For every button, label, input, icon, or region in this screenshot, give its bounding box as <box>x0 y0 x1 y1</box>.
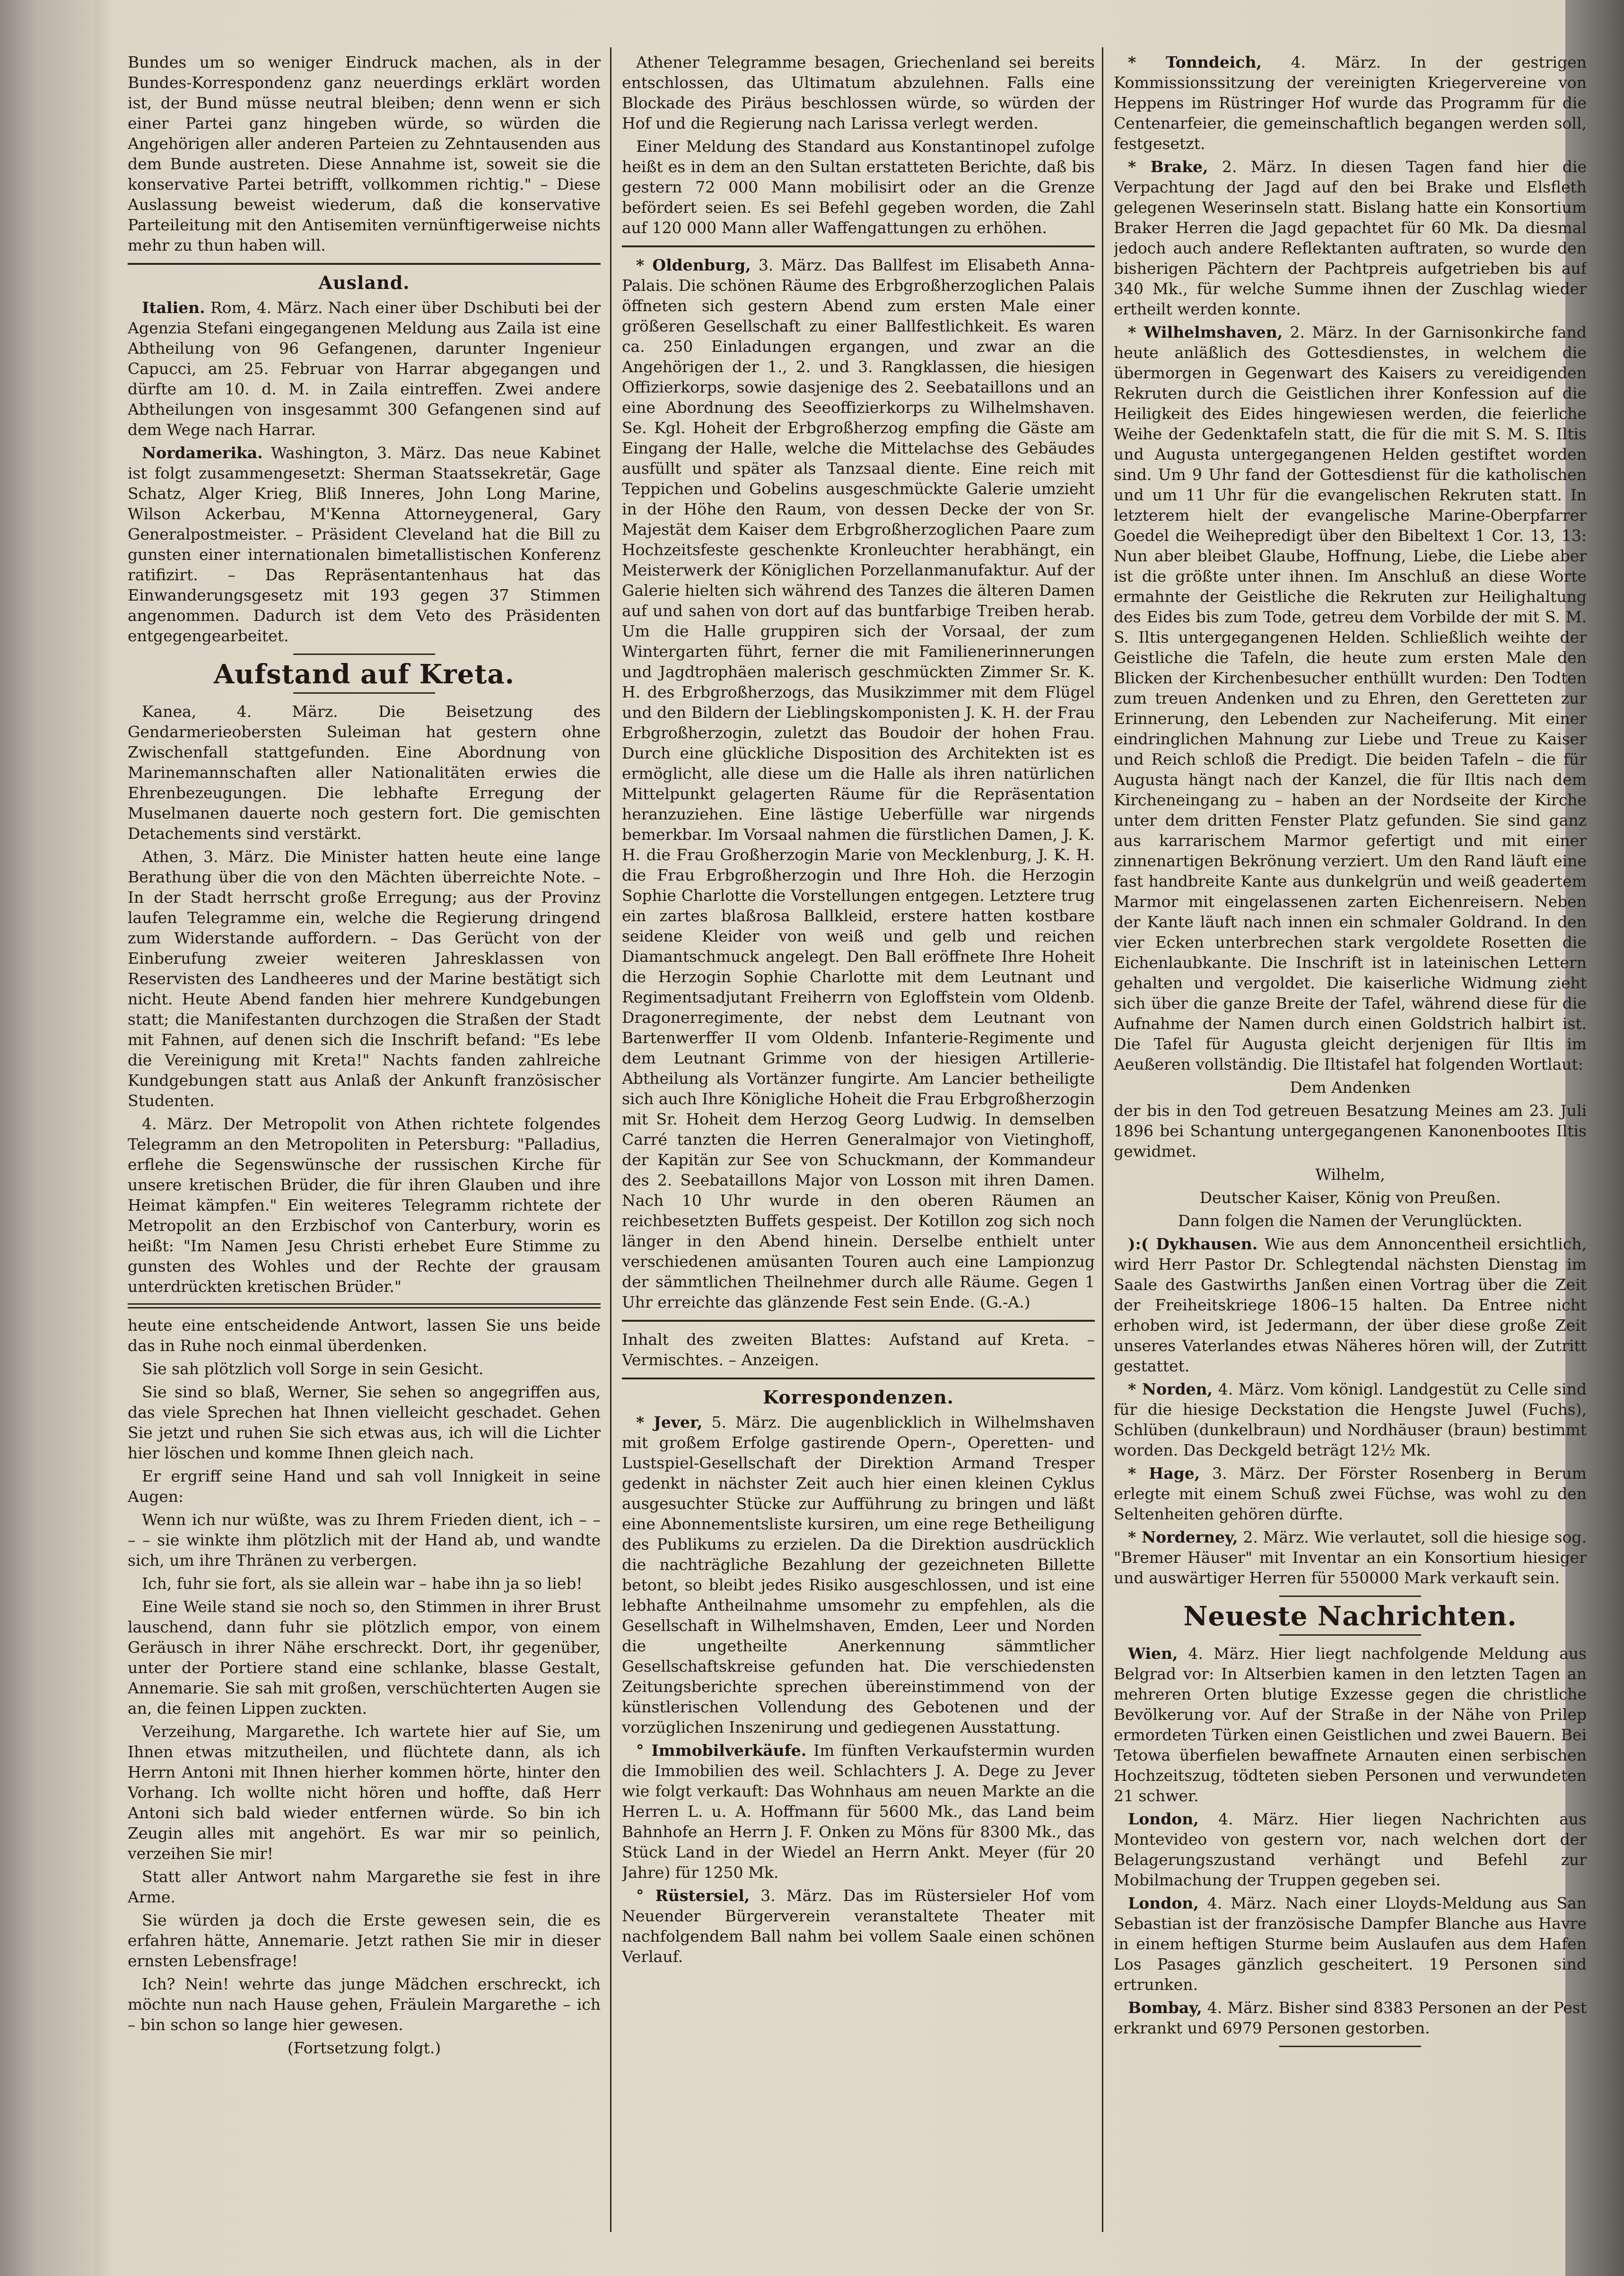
article-jever <box>622 1412 1095 1737</box>
dateline: ° Rüstersiel, <box>636 1886 750 1905</box>
article-norderney <box>1114 1527 1587 1588</box>
novel-text: Ich? Nein! wehrte das junge Mädchen erschreckt, ich möchte nun nach Hause gehen, Fräulein Margarethe – ich – bin schon so lange hier gewesen. <box>128 1975 601 2034</box>
column-rule-2 <box>1102 47 1103 2232</box>
contents-note: Inhalt des zweiten Blattes: Aufstand auf Kreta. – Vermischtes. – Anzeigen. <box>622 1330 1095 1369</box>
dateline: London, <box>1128 1894 1199 1912</box>
separator <box>293 692 435 694</box>
article-nordamerika <box>128 443 601 646</box>
article-text: 2. März. In der Garnisonkirche fand heute anläßlich des Gottesdienstes, in welchem die übermorgen in Gegenwart des Kaisers zu vereidigenden Rekruten durch die Geistlichen ihrer Konfession auf die Heiligkeit des Eides hingewiesen werden, die feierliche Weihe der Gedenktafeln statt, die für die mit S. M. S. Iltis und Augusta untergegangenen Helden gestiftet worden sind. Um 9 Uhr fand der Gottesdienst für die katholischen und um 11 Uhr für die evangelischen Rekruten statt. In letzterem hielt der evangelische Marine-Oberpfarrer Goedel die Weihepredigt über den Bibeltext 1 Cor. 13, 13: Nun aber bleibet Glaube, Hoffnung, Liebe, die Liebe aber ist die größte unter ihnen. Im Anschluß an diese Worte ermahnte der Geistliche die Rekruten zur Heilighaltung des Eides bis zum Tode, getreu dem Vorbilde der mit S. M. S. Iltis untergegangenen Helden. Schließlich weihte der Geistliche die Tafeln, die heute zum ersten Male den Blicken der Kirchenbesucher enthüllt wurden: Den Todten zum treuen Andenken und zu Ehren, den Geretteten zur Erinnerung, den Lebenden zur Nacheiferung. Mit einer eindringlichen Mahnung zur Liebe und Treue zu Kaiser und Reich schloß die Predigt. Die beiden Tafeln – die für Augusta hängt nach der Kanzel, die für Iltis nach dem Kircheneingang zu – haben an der Nordseite der Kirche unter dem dritten Fenster Platz gefunden. Sie sind ganz aus karrarischem Marmor gefertigt und mit einer zinnenartigen Bekrönung verziert. Um den Rand läuft eine fast handbreite Kante aus dunkelgrün und weiß geadertem Marmor mit eingelassenen zarten Eichenreisern. Neben der Kante läuft nach innen ein schmaler Goldrand. In den vier Ecken unterbrechen stark vergoldete Rosetten die Eichenlaubkante. Die Inschrift ist in lateinischen Lettern gehalten und vergoldet. Die kaiserliche Widmung zieht sich über die ganze Breite der Tafel, während diese für die Aufnahme der Namen durch einen Goldstrich halbirt ist. Die Tafel für Augusta gleicht derjenigen für Iltis im Aeußeren vollständig. Die Iltistafel hat folgenden Wortlaut: <box>1114 323 1587 1073</box>
article-bombay <box>1114 1997 1587 2038</box>
binding-fold <box>0 0 95 2276</box>
feuilleton-separator <box>128 1303 601 1308</box>
dateline: Wien, <box>1128 1644 1178 1663</box>
article-brake <box>1114 157 1587 319</box>
dateline: * Jever, <box>636 1413 703 1431</box>
article-text: Einer Meldung des Standard aus Konstantinopel zufolge heißt es in dem an den Sultan erstatteten Berichte, daß bis gestern 72 000 Mann mobilisirt oder an die Grenze befördert seien. Es sei Befehl gegeben worden, die Zahl auf 120 000 Mann aller Waffengattungen zu erhöhen. <box>622 137 1095 237</box>
article-ruestersiel <box>622 1885 1095 1967</box>
article-text: 4. März. Der Metropolit von Athen richtete folgendes Telegramm an den Metropoliten in Petersburg: "Palladius, erflehe die Segenswünsche der russischen Kirche für unsere kretischen Brüder, die für ihren Glauben und ihre Heimat kämpfen." Ein weiteres Telegramm richtete der Metropolit an den Erzbischof von Canterbury, worin es heißt: "Im Namen Jesu Christi erhebet Eure Stimme zu gunsten des Wohles und der Rechte der grausam unterdrückten kretischen Brüder." <box>128 1115 601 1296</box>
article-text: Rom, 4. März. Nach einer über Dschibuti bei der Agenzia Stefani eingegangenen Meldung aus Zaila ist eine Abtheilung von 96 Gefangenen, darunter Ingenieur Capucci, am 25. Februar von Harrar abgegangen und dürfte am 10. d. M. in Zaila eintreffen. Zwei andere Abtheilungen von insgesammt 300 Gefangenen sind auf dem Wege nach Harrar. <box>128 298 601 439</box>
article-italien <box>128 297 601 440</box>
dateline: * Norderney, <box>1128 1528 1238 1546</box>
section-heading-kreta: Aufstand auf Kreta. <box>213 659 515 690</box>
article-text: Wie aus dem Annoncentheil ersichtlich, wird Herr Pastor Dr. Schlegtendal nächsten Dienstag im Saale des Gastwirths Janßen einen Vortrag über die Zeit der Freiheitskriege 1806–15 halten. Da Entree nicht erhoben wird, ist Jedermann, der über diese große Zeit unseres Vaterlandes etwas Näheres hören will, der Zutritt gestattet. <box>1114 1235 1587 1375</box>
novel-text: Sie sah plötzlich voll Sorge in sein Gesicht. <box>142 1360 484 1378</box>
column-rule-1 <box>610 47 611 2232</box>
section-heading-ausland: Ausland. <box>318 272 410 293</box>
dateline: * Hage, <box>1128 1464 1200 1482</box>
article-dykhausen <box>1114 1234 1587 1376</box>
article-text: Im fünften Verkaufstermin wurden die Immobilien des weil. Schlachters J. A. Dege zu Jever wie folgt verkauft: Das Wohnhaus am neuen Markte an die Herren L. u. A. Hoffmann für 5600 Mk., das Land beim Bahnhofe an Herrn J. F. Onken zu Möns für 8300 Mk., das Stück Land in der Wiedel an Herrn Ankt. Meyer (für 20 Jahre) für 1250 Mk. <box>622 1741 1095 1882</box>
article-text: 4. März. Hier liegt nachfolgende Meldung aus Belgrad vor: In Altserbien kamen in den letzten Tagen an mehreren Orten blutige Exzesse gegen die christliche Bevölkerung vor. Auf der Straße in der Nähe von Prilep ermordeten Türken einen Geistlichen und zwei Bauern. Bei Tetowa überfielen bewaffnete Arnauten einen serbischen Hochzeitszug, tödteten sieben Personen und verwundeten 21 schwer. <box>1114 1644 1587 1805</box>
separator <box>1279 1634 1421 1636</box>
novel-text: Eine Weile stand sie noch so, den Stimmen in ihrer Brust lauschend, dann fuhr sie plötzlich empor, von einem Geräusch in ihrer Nähe erschreckt. Dort, ihr gegenüber, unter der Portiere stand eine schlanke, blasse Gestalt, Annemarie. Sie sah mit großen, verschüchterten Augen sie an, die feinen Lippen zuckten. <box>128 1597 601 1718</box>
article-london-1 <box>1114 1809 1587 1890</box>
dateline: * Tonndeich, <box>1128 53 1262 71</box>
article-text: 3. März. Das im Rüstersieler Hof vom Neuender Bürgerverein veranstaltete Theater mit nachfolgendem Ball nahm bei vollem Saale einen schönen Verlauf. <box>622 1886 1095 1966</box>
article-text: 4. März. Nach einer Lloyds-Meldung aus San Sebastian ist der französische Dampfer Blanche aus Havre in einem heftigen Sturme beim Auslaufen aus dem Hafen Los Pasages gänzlich gescheitert. 19 Personen sind ertrunken. <box>1114 1894 1587 1994</box>
novel-text: Statt aller Antwort nahm Margarethe sie fest in ihre Arme. <box>128 1867 601 1906</box>
dateline: * Norden, <box>1128 1380 1213 1398</box>
separator <box>1279 1596 1421 1597</box>
dateline: Italien. <box>142 298 205 317</box>
article-text: 4. März. In der gestrigen Kommissionssitzung der vereinigten Kriegervereine von Heppens im Rüstringer Hof wurde das Programm für die Centenarfeier, die gemeinschaftlich begangen werden soll, festgesetzt. <box>1114 53 1587 153</box>
article-text: Bundes um so weniger Eindruck machen, als in der Bundes-Korrespondenz ganz neuerdings erklärt worden ist, der Bund müsse neutral bleiben; denn wenn er sich einer Partei ganz hingeben würde, so würden die Angehörigen aller anderen Parteien zu Zehntausenden aus dem Bunde austreten. Diese Annahme ist, soweit sie die konservative Partei betrifft, vollkommen richtig." – Diese Auslassung beweist wiederum, daß die konservative Parteileitung mit den Antisemiten vernünftigerweise nichts mehr zu thun haben will. <box>128 53 601 254</box>
separator <box>128 263 601 265</box>
article-text: 4. März. Hier liegen Nachrichten aus Montevideo von gestern vor, nach welchen dort der Belagerungszustand verhängt und Befehl zur Mobilmachung der Truppen gegeben sei. <box>1114 1810 1587 1889</box>
article-oldenburg <box>622 255 1095 1312</box>
article-tonndeich <box>1114 52 1587 154</box>
article-immobilverkaeufe <box>622 1740 1095 1883</box>
novel-text: Verzeihung, Margarethe. Ich wartete hier auf Sie, um Ihnen etwas mitzutheilen, und flüchtete dann, als ich Herrn Antoni mit Ihnen hierher kommen hörte, hinter den Vorhang. Ich wollte nicht hören und hoffte, daß Herr Antoni sich bald wieder entfernen würde. So bin ich Zeugin alles mit angehört. Es war mir so peinlich, verzeihen Sie mir! <box>128 1722 601 1863</box>
separator <box>622 1378 1095 1379</box>
column-2 <box>622 52 1095 2227</box>
novel-text: Sie würden ja doch die Erste gewesen sein, die es erfahren hätte, Annemarie. Jetzt rathen Sie mir in dieser ernsten Lebensfrage! <box>128 1911 601 1970</box>
inscription-line: Wilhelm, <box>1315 1165 1385 1184</box>
novel-text: heute eine entscheidende Antwort, lassen Sie uns beide das in Ruhe noch einmal überdenken. <box>128 1316 601 1355</box>
continuation-note: (Fortsetzung folgt.) <box>287 2039 441 2057</box>
article-norden <box>1114 1379 1587 1460</box>
article-text: 3. März. Der Förster Rosenberg in Berum erlegte mit einem Schuß zwei Füchse, was wohl zu den Seltenheiten gehören dürfte. <box>1114 1464 1587 1523</box>
article-london-2 <box>1114 1893 1587 1995</box>
dateline: Bombay, <box>1128 1998 1202 2017</box>
article-text: 2. März. In diesen Tagen fand hier die Verpachtung der Jagd auf den bei Brake und Elsfleth gelegenen Weserinseln statt. Bislang hatte ein Konsortium Braker Herren die Jagd gepachtet für 60 Mk. Da diesmal jedoch auch andere Reflektanten auftraten, so wurde den bisherigen Pächtern der Pachtpreis aufgetrieben bis auf 340 Mk., für welche Summe ihnen der Zuschlag wieder ertheilt werden konnte. <box>1114 157 1587 318</box>
section-heading-neueste: Neueste Nachrichten. <box>1183 1601 1517 1632</box>
dateline: Nordamerika. <box>142 444 263 462</box>
section-heading-korrespondenzen: Korrespondenzen. <box>763 1387 954 1408</box>
novel-text: Wenn ich nur wüßte, was zu Ihrem Frieden dient, ich – – – – sie winkte ihm plötzlich mit der Hand ab, und wandte sich, um ihre Thränen zu verbergen. <box>128 1510 601 1570</box>
article-text: Athen, 3. März. Die Minister hatten heute eine lange Berathung über die von den Mächten überreichte Note. – In der Stadt herrscht große Erregung; aus der Provinz laufen Telegramme ein, welche die Regierung dringend zum Widerstande auffordern. – Das Gerücht von der Einberufung zweier weiteren Jahresklassen von Reservisten des Landheeres und der Marine bestätigt sich nicht. Heute Abend fanden hier mehrere Kundgebungen statt; die Manifestanten durchzogen die Straßen der Stadt mit Fahnen, auf denen sich die Inschrift befand: "Es lebe die Vereinigung mit Kreta!" Nachts fanden zahlreiche Kundgebungen statt aus Anlaß der Ankunft französischer Studenten. <box>128 847 601 1110</box>
dateline: * Oldenburg, <box>636 256 751 274</box>
article-text: 2. März. Wie verlautet, soll die hiesige sog. "Bremer Häuser" mit Inventar an ein Konsortium hiesiger und auswärtiger Herren für 550000 Mark verkauft sein. <box>1114 1528 1587 1587</box>
article-wilhelmshaven <box>1114 322 1587 1074</box>
novel-text: Sie sind so blaß, Werner, Sie sehen so angegriffen aus, das viele Sprechen hat Ihnen vielleicht geschadet. Gehen Sie jetzt und ruhen Sie sich etwas aus, ich will die Lichter hier löschen und komme Ihnen gleich nach. <box>128 1383 601 1462</box>
article-text: Athener Telegramme besagen, Griechenland sei bereits entschlossen, das Ultimatum abzulehnen. Falls eine Blockade des Piräus beschlossen würde, so würden der Hof und die Regierung nach Larissa verlegt werden. <box>622 53 1095 132</box>
column-3 <box>1114 52 1587 2227</box>
article-wien <box>1114 1643 1587 1806</box>
column-1 <box>128 52 601 2227</box>
article-text: Washington, 3. März. Das neue Kabinet ist folgt zusammengesetzt: Sherman Staatssekretär, Gage Schatz, Alger Krieg, Bliß Inneres, John Long Marine, Wilson Ackerbau, M'Kenna Attorneygeneral, Gary Generalpostmeister. – Präsident Cleveland hat die Bill zu gunsten einer internationalen bimetallistischen Konferenz ratifizirt. – Das Repräsentantenhaus hat das Einwanderungsgesetz mit 193 gegen 37 Stimmen angenommen. Dadurch ist dem Veto des Präsidenten entgegengearbeitet. <box>128 444 601 645</box>
article-text: 3. März. Das Ballfest im Elisabeth Anna-Palais. Die schönen Räume des Erbgroßherzoglichen Palais öffneten sich gestern Abend zum ersten Male einer größeren Gesellschaft zu einer Ballfestlichkeit. Es waren ca. 250 Einladungen ergangen, und zwar an die Angehörigen der 1., 2. und 3. Rangklassen, die hiesigen Offizierkorps, sowie dasjenige des 2. Seebataillons und an eine Abordnung des Seeoffizierkorps zu Wilhelmshaven. Se. Kgl. Hoheit der Erbgroßherzog empfing die Gäste am Eingang der Halle, welche die Mittelachse des Gebäudes ausfüllt und später als Tanzsaal diente. Eine reich mit Teppichen und Gobelins ausgeschmückte Galerie umzieht in der Höhe den Raum, von dessen Decke der von Sr. Majestät dem Kaiser dem Erbgroßherzoglichen Paare zum Hochzeitsfeste geschenkte Kronleuchter herabhängt, ein Meisterwerk der Königlichen Porzellanmanufaktur. Auf der Galerie hielten sich während des Tanzes die älteren Damen auf und sahen von dort auf das buntfarbige Treiben herab. Um die Halle gruppiren sich der Vorsaal, der zum Wintergarten führt, ferner die mit Familienerinnerungen und Jagdtrophäen malerisch geschmückten Zimmer Sr. K. H. des Erbgroßherzogs, das Musikzimmer mit dem Flügel und den Bildern der Lieblingskomponisten J. K. H. der Frau Erbgroßherzogin, zuletzt das Boudoir der hohen Frau. Durch eine glückliche Disposition des Architekten ist es ermöglicht, alle diese um die Halle als ihren natürlichen Mittelpunkt gelagerten Räume für die Repräsentation heranzuziehen. Eine lästige Ueberfülle war nirgends bemerkbar. Im Vorsaal nahmen die fürstlichen Damen, J. K. H. die Frau Großherzogin Marie von Mecklenburg, J. K. H. die Frau Erbgroßherzogin und Ihre Hoh. die Herzogin Sophie Charlotte die Vorstellungen entgegen. Letztere trug ein zartes blaßrosa Ballkleid, erstere hatten kostbare seidene Kleider von weiß und gelb und reichen Diamantschmuck angelegt. Den Ball eröffnete Ihre Hoheit die Herzogin Sophie Charlotte mit dem Leutnant und Regimentsadjutant Freiherrn von Egloffstein vom Oldenb. Dragonerregimente, der nebst dem Leutnant von Bartenwerffer II vom Oldenb. Infanterie-Regimente und dem Leutnant Grimme von der hiesigen Artillerie-Abtheilung als Vortänzer fungirte. Am Lancier betheiligte sich auch Ihre Königliche Hoheit die Frau Erbgroßherzogin mit Sr. Hoheit dem Herzog Georg Ludwig. In demselben Carré tanzten die Herren Generalmajor von Vietinghoff, der Kapitän zur See von Schuckmann, der Kommandeur des 2. Seebataillons Major von Losson mit ihren Damen. Nach 10 Uhr wurde in den oberen Räumen an reichbesetzten Buffets gespeist. Der Kotillon zog sich noch länger in den Abend hinein. Derselbe enthielt unter verschiedenen amüsanten Touren auch eine Lampionzug der sämmtlichen Theilnehmer durch alle Räume. Gegen 1 Uhr erreichte das glänzende Fest sein Ende. (G.-A.) <box>622 256 1095 1311</box>
article-text: 4. März. Vom königl. Landgestüt zu Celle sind für die hiesige Deckstation die Hengste Juwel (Fuchs), Schlüben (dunkelbraun) und Nordhäuser (braun) bestimmt worden. Das Deckgeld beträgt 12½ Mk. <box>1114 1380 1587 1459</box>
dateline: * Wilhelmshaven, <box>1128 323 1283 341</box>
separator <box>1279 2046 1421 2047</box>
article-text: 4. März. Bisher sind 8383 Personen an der Pest erkrankt und 6979 Personen gestorben. <box>1114 1998 1587 2037</box>
dateline: ° Immobilverkäufe. <box>636 1741 807 1760</box>
dateline: London, <box>1128 1810 1199 1828</box>
novel-text: Ich, fuhr sie fort, als sie allein war – habe ihn ja so lieb! <box>142 1574 583 1593</box>
dateline: * Brake, <box>1128 157 1208 176</box>
article-text: 5. März. Die augenblicklich in Wilhelmshaven mit großem Erfolge gastirende Opern-, Operetten- und Lustspiel-Gesellschaft der Direktion Armand Tresper gedenkt in nächster Zeit auch hier einen kleinen Cyklus ausgesuchter Stücke zur Aufführung zu bringen und läßt eine Abonnementsliste kursiren, um eine rege Betheiligung des Publikums zu erzielen. Da die Direktion ausdrücklich die nachträgliche Bezahlung der gezeichneten Billette betont, so bleibt jedes Risiko ausgeschlossen, und ist eine lebhafte Antheilnahme umsomehr zu empfehlen, als die Gesellschaft in Wilhelmshaven, Emden, Leer und Norden die ungetheilte Anerkennung sämmtlicher Gesellschaftskreise gefunden hat. Die verschiedensten Zeitungsberichte sprechen übereinstimmend von der künstlerischen Vollendung des Gebotenen und der vorzüglichen Inszenirung und gediegenen Ausstattung. <box>622 1413 1095 1736</box>
inscription-line: Deutscher Kaiser, König von Preußen. <box>1199 1188 1501 1207</box>
inscription-line: Dann folgen die Namen der Verunglückten. <box>1178 1212 1523 1230</box>
novel-text: Er ergriff seine Hand und sah voll Innigkeit in seine Augen: <box>128 1467 601 1506</box>
separator <box>622 245 1095 247</box>
separator <box>293 654 435 655</box>
inscription-line: Dem Andenken <box>1290 1078 1411 1097</box>
inscription-line: der bis in den Tod getreuen Besatzung Meines am 23. Juli 1896 bei Schantung untergegangenen Kanonenbootes Iltis gewidmet. <box>1114 1101 1587 1160</box>
dateline: ):( Dykhausen. <box>1128 1235 1258 1253</box>
separator <box>622 1320 1095 1322</box>
article-hage <box>1114 1463 1587 1524</box>
article-text: Kanea, 4. März. Die Beisetzung des Gendarmerieobersten Suleiman hat gestern ohne Zwischenfall stattgefunden. Eine Abordnung von Marinemannschaften aller Nationalitäten erwies die Ehrenbezeugungen. Die lebhafte Erregung der Muselmanen dauerte noch gestern fort. Die gemischten Detachements sind verstärkt. <box>128 702 601 843</box>
